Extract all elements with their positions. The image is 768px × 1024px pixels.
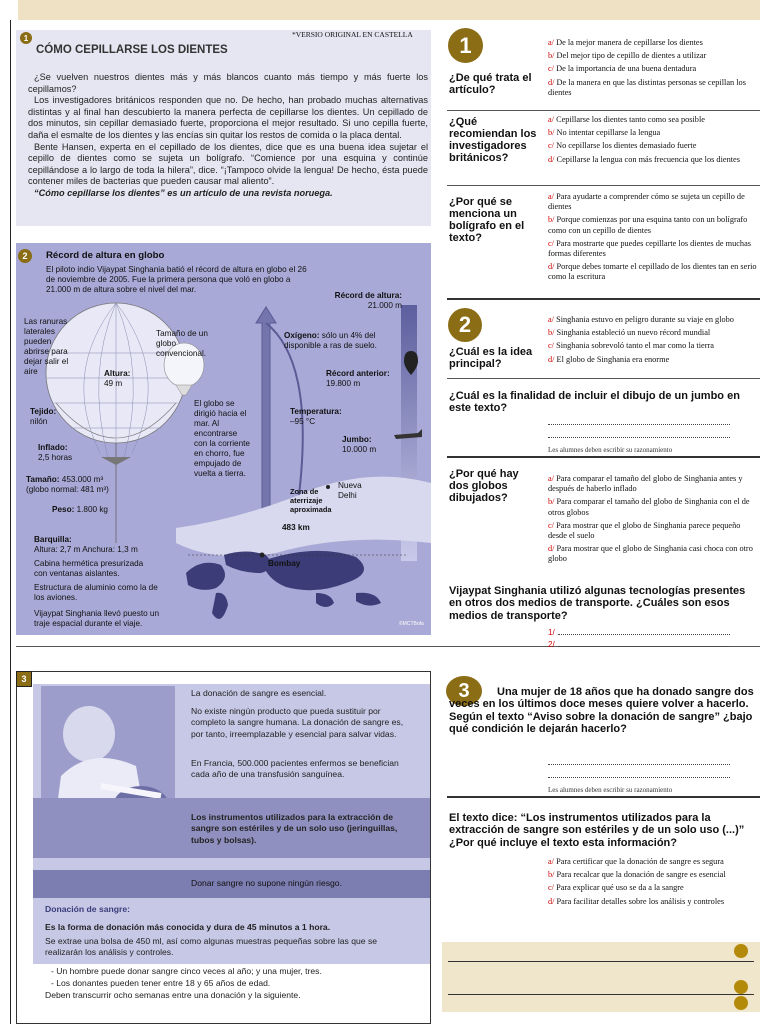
- temperature-label: Temperatura:: [290, 407, 342, 416]
- option-text: Para facilitar detalles sobre los análisis y controles: [556, 896, 725, 906]
- answer-option[interactable]: [548, 341, 760, 351]
- spacesuit-note: Vijaypat Singhania llevó puesto un traje espacial durante el viaje.: [34, 609, 160, 628]
- previous-record-value: 19.800 m: [326, 379, 361, 388]
- question-instruments: El texto dice: “Los instrumentos utilizados para la extracción de sangre son estériles y de un solo uso (...)” ¿Por qué incluye el texto esta información?: [449, 812, 745, 849]
- blood-donation-leaflet: [16, 671, 431, 1024]
- option-letter: b/: [548, 497, 555, 507]
- article-paragraph: Los investigadores británicos responden que no. De hecho, han probado muchas alternativas distintas y al final han descubierto la manera perfecta de cepillarse los dientes. Un cepillado de dos minutos, sin cepillar demasiado fuerte, proporciona el mejor resultado. Si uno cepilla fuerte, daña el esmalte de los dientes y las encías sin quitar los restos de comida o la placa dental.: [28, 95, 428, 140]
- section-number-badge: 1: [20, 32, 32, 44]
- donation-interval: Deben transcurrir ocho semanas entre una donación y la siguiente.: [45, 990, 301, 1000]
- answer-option[interactable]: [548, 64, 760, 74]
- option-text: Cepillarse los dientes tanto como sea posible: [556, 115, 705, 124]
- oxygen-label: Oxígeno:: [284, 331, 320, 340]
- answer-option[interactable]: [548, 192, 760, 212]
- answer-option[interactable]: [548, 544, 760, 564]
- left-margin-line: [10, 20, 11, 1024]
- essential-statement: La donación de sangre es esencial.: [191, 688, 327, 698]
- option-text: Para explicar qué uso se da a la sangre: [556, 883, 684, 893]
- answer-line[interactable]: [548, 424, 730, 425]
- option-text: Para recalcar que la donación de sangre es esencial: [556, 870, 726, 880]
- bullet-dot-icon: [734, 996, 748, 1010]
- option-text: Singhania sobrevoló tanto el mar como la tierra: [556, 341, 714, 351]
- option-text: El globo de Singhania era enorme: [556, 354, 670, 364]
- option-text: Para mostrar que el globo de Singhania casi choca con otro globo: [548, 544, 753, 564]
- oxygen-text: sólo un 4% del disponible a ras de suelo.: [284, 331, 377, 350]
- article-body: [28, 72, 428, 200]
- infographic-intro: El piloto indio Vijaypat Singhania batió el récord de altura en globo el 26 de noviembre de 2005. Fue la primera persona que voló en globo a 21.000 m de altura sobre el nivel del mar.: [46, 265, 307, 294]
- bullet-dot-icon: [734, 944, 748, 958]
- answer-line[interactable]: [548, 437, 730, 438]
- answer-option[interactable]: [548, 315, 760, 325]
- question-two-balloons: ¿Por qué hay dos globos dibujados?: [449, 468, 519, 504]
- options-pen: [548, 192, 760, 286]
- instruments-statement: Los instrumentos utilizados para la extracción de sangre son estériles y de un solo uso (jeringuillas, tubos y bolsas).: [191, 812, 398, 845]
- answer-option[interactable]: [548, 51, 760, 61]
- option-text: Singhania estableció un nuevo récord mundial: [556, 328, 711, 338]
- article-paragraph: ¿Se vuelven nuestros dientes más y más blancos cuanto más tiempo y más fuerte los cepillamos?: [28, 72, 428, 94]
- question-recommendation: ¿Qué recomiendan los investigadores británicos?: [449, 116, 537, 164]
- answer-line[interactable]: [558, 634, 730, 635]
- answer-option[interactable]: [548, 328, 760, 338]
- question-transport: Vijaypat Singhania utilizó algunas tecnologías presentes en otros dos medios de transporte. ¿Cuáles son esos medios de transporte?: [449, 585, 746, 622]
- temperature-value: –95 °C: [290, 417, 316, 426]
- option-text: Singhania estuvo en peligro durante su viaje en globo: [556, 315, 734, 324]
- answer-option[interactable]: [548, 155, 760, 165]
- option-text: Del mejor tipo de cepillo de dientes a utilizar: [556, 51, 707, 61]
- infographic-credit: ©MCTBofa: [399, 621, 424, 627]
- option-letter: c/: [548, 341, 554, 351]
- answer-option[interactable]: [548, 262, 760, 282]
- answer-option[interactable]: [548, 857, 760, 867]
- question-blood-condition: Una mujer de 18 años que ha donado sangre dos veces en los últimos doce meses quiere volver a hacerlo. Según el texto “Aviso sobre la donación de sangre” ¿bajo qué condición le dejarán hacerlo?: [449, 686, 754, 736]
- option-text: De la mejor manera de cepillarse los dientes: [556, 38, 703, 47]
- landing-zone-label: Zona de aterrizaje aproximada: [290, 487, 332, 514]
- answer-option[interactable]: [548, 78, 760, 98]
- answer-note: Les alumnes deben escribir su razonamiento: [548, 446, 673, 454]
- answer-line[interactable]: [548, 777, 730, 778]
- option-letter: d/: [548, 896, 555, 906]
- option-letter: b/: [548, 215, 555, 225]
- option-text: Porque comienzas por una esquina tanto con un bolígrafo como con un cepillo de dientes: [548, 215, 748, 235]
- question-divider: [447, 456, 760, 458]
- option-text: Cepillarse la lengua con más frecuencia que los dientes: [556, 154, 740, 164]
- question-pen: ¿Por qué se menciona un bolígrafo en el texto?: [449, 196, 525, 244]
- france-paragraph: En Francia, 500.000 pacientes enfermos se benefician cada año de una transfusión sanguínea.: [191, 758, 399, 780]
- record-value: 21.000 m: [367, 301, 402, 310]
- infographic-balloon-record: [16, 243, 431, 635]
- question-divider: [447, 378, 760, 379]
- answer-label-1: 1/: [548, 628, 555, 637]
- option-letter: d/: [548, 544, 555, 554]
- article-source: “Cómo cepillarse los dientes” es un artículo de una revista noruega.: [34, 187, 333, 198]
- donation-heading: Donación de sangre:: [45, 904, 130, 914]
- answer-option[interactable]: [548, 355, 760, 365]
- distance-label: 483 km: [282, 523, 310, 532]
- no-risk-statement: Donar sangre no supone ningún riesgo.: [191, 878, 342, 888]
- height-value: 49 m: [104, 379, 123, 388]
- option-letter: c/: [548, 141, 554, 151]
- fabric-value: nilón: [30, 417, 48, 426]
- bombay-marker: [260, 553, 265, 558]
- option-text: Porque debes tomarte el cepillado de los dientes tan en serio como la escritura: [548, 262, 757, 282]
- height-label: Altura:: [104, 369, 131, 378]
- inflation-label: Inflado:: [38, 443, 68, 452]
- question-main-idea: ¿Cuál es la idea principal?: [449, 346, 533, 370]
- jumbo-value: 10.000 m: [342, 445, 377, 454]
- section-number-badge: 3: [16, 671, 32, 687]
- question-divider: [447, 110, 760, 111]
- donation-frequency: - Un hombre puede donar sangre cinco veces al año; y una mujer, tres.: [51, 966, 322, 976]
- option-letter: b/: [548, 128, 555, 138]
- options-recommendation: [548, 115, 760, 168]
- donation-bag: Se extrae una bolsa de 450 ml, así como algunas muestras pequeñas sobre las que se realizarán los análisis y controles.: [45, 936, 378, 958]
- option-letter: c/: [548, 883, 554, 893]
- question-group-number: 1: [448, 28, 483, 63]
- option-letter: a/: [548, 474, 554, 483]
- substitute-paragraph: No existe ningún producto que pueda sustituir por completo la sangre humana. La donación de sangre es, por tanto, irreemplazable y esencial para salvar vidas.: [191, 706, 404, 739]
- option-letter: d/: [548, 154, 555, 164]
- inflation-value: 2,5 horas: [38, 453, 73, 462]
- size-normal-note: (globo normal: 481 m³): [26, 485, 109, 494]
- cabin-note: Cabina hermética presurizada con ventanas aislantes.: [34, 559, 144, 578]
- weight-label: Peso:: [52, 505, 75, 514]
- option-text: Para ayudarte a comprender cómo se sujeta un cepillo de dientes: [548, 192, 745, 212]
- answer-line[interactable]: [548, 764, 730, 765]
- weight-value: 1.800 kg: [76, 505, 108, 514]
- option-text: De la importancia de una buena dentadura: [556, 64, 697, 74]
- previous-record-label: Récord anterior:: [326, 369, 390, 378]
- answer-rule: [448, 994, 754, 995]
- bombay-label: Bombay: [268, 559, 301, 568]
- option-text: Para certificar que la donación de sangre es segura: [556, 857, 724, 866]
- answer-option[interactable]: [548, 239, 760, 259]
- question-group-number: 2: [448, 308, 482, 342]
- answer-line[interactable]: [558, 646, 730, 647]
- option-letter: a/: [548, 192, 554, 201]
- delhi-label: Nueva Delhi: [338, 481, 362, 500]
- question-divider: [447, 185, 760, 186]
- size-value: 453.000 m³: [61, 475, 104, 484]
- answer-note: Les alumnes deben escribir su razonamiento: [548, 786, 673, 794]
- option-letter: b/: [548, 870, 555, 880]
- question-divider: [447, 796, 760, 798]
- text-panel-toothbrushing: [16, 30, 431, 226]
- answer-option[interactable]: [548, 897, 760, 907]
- bottom-answer-panel: [442, 942, 760, 1012]
- article-title: CÓMO CEPILLARSE LOS DIENTES: [36, 44, 228, 56]
- option-letter: a/: [548, 38, 554, 47]
- answer-option[interactable]: [548, 883, 760, 893]
- option-letter: c/: [548, 64, 554, 74]
- options-instruments: [548, 857, 760, 910]
- structure-note: Estructura de aluminio como la de los aviones.: [34, 583, 158, 602]
- option-letter: d/: [548, 262, 555, 272]
- answer-option[interactable]: [548, 870, 760, 880]
- question-group-number: 3: [446, 676, 482, 706]
- answer-label-2: 2/: [548, 640, 555, 649]
- option-text: Para mostrar que el globo de Singhania parece pequeño desde el suelo: [548, 520, 741, 541]
- option-text: No intentar cepillarse la lengua: [556, 128, 661, 138]
- option-letter: a/: [548, 315, 554, 324]
- option-text: De la manera en que las distintas personas se cepillan los dientes: [548, 77, 746, 97]
- option-letter: c/: [548, 520, 554, 530]
- section-divider: [447, 298, 760, 300]
- top-header-bar: [18, 0, 760, 20]
- option-text: Para comparar el tamaño del globo de Singhania antes y después de haberlo inflado: [548, 474, 743, 494]
- answer-option[interactable]: [548, 115, 760, 125]
- version-note: *VERSIO ORIGINAL EN CASTELLA: [292, 30, 413, 39]
- answer-option[interactable]: [548, 141, 760, 151]
- balloon-route-note: El globo se dirigió hacia el mar. Al encontrarse con la corriente en chorro, fue empujado de vuelta a tierra.: [194, 399, 250, 478]
- question-topic: ¿De qué trata el artículo?: [449, 72, 532, 96]
- option-letter: d/: [548, 354, 555, 364]
- ranuras-note: Las ranuras laterales pueden abrirse para dejar salir el aire: [24, 317, 69, 376]
- answer-option[interactable]: [548, 474, 760, 494]
- option-text: Para comparar el tamaño del globo de Singhania con el de otros globos: [548, 497, 750, 517]
- option-letter: d/: [548, 77, 555, 87]
- answer-option[interactable]: [548, 215, 760, 235]
- section-number-badge: 2: [18, 249, 32, 263]
- answer-option[interactable]: [548, 497, 760, 517]
- jumbo-label: Jumbo:: [342, 435, 372, 444]
- options-two-balloons: [548, 474, 760, 568]
- answer-option[interactable]: [548, 521, 760, 541]
- bullet-dot-icon: [734, 980, 748, 994]
- gondola-dimensions: Altura: 2,7 m Anchura: 1,3 m: [34, 545, 138, 554]
- option-text: Para mostrarte que puedes cepillarte los dientes de muchas formas diferentes: [548, 238, 751, 259]
- options-main-idea: [548, 315, 760, 368]
- record-label: Récord de altura:: [334, 291, 402, 300]
- answer-rule: [448, 961, 754, 962]
- option-letter: b/: [548, 51, 555, 61]
- infographic-title: Récord de altura en globo: [46, 250, 165, 261]
- option-letter: c/: [548, 238, 554, 248]
- size-label: Tamaño:: [26, 475, 60, 484]
- gondola-label: Barquilla:: [34, 535, 72, 544]
- balloon-size-note: Tamaño de un globo convencional.: [156, 329, 208, 358]
- fabric-label: Tejido:: [30, 407, 57, 416]
- option-text: No cepillarse los dientes demasiado fuerte: [556, 141, 697, 151]
- donation-duration: Es la forma de donación más conocida y dura de 45 minutos a 1 hora.: [45, 922, 331, 932]
- article-paragraph: Bente Hansen, experta en el cepillado de los dientes, dice que es una buena idea sujetar el cepillo de dientes como se sujeta un bolígrafo. “Comience por una esquina y continúe cepillándose a lo largo de toda la hilera”, dice. “¡Tampoco olvide la lengua! De hecho, ésta puede contener miles de bacterias que pueden causar mal aliento”.: [28, 141, 428, 187]
- option-letter: b/: [548, 328, 555, 338]
- donation-age: - Los donantes pueden tener entre 18 y 65 años de edad.: [51, 978, 271, 988]
- question-jumbo: ¿Cuál es la finalidad de incluir el dibujo de un jumbo en este texto?: [449, 390, 740, 415]
- option-letter: a/: [548, 115, 554, 124]
- option-letter: a/: [548, 857, 554, 866]
- answer-option[interactable]: [548, 128, 760, 138]
- answer-option[interactable]: [548, 38, 760, 48]
- options-topic: [548, 38, 760, 101]
